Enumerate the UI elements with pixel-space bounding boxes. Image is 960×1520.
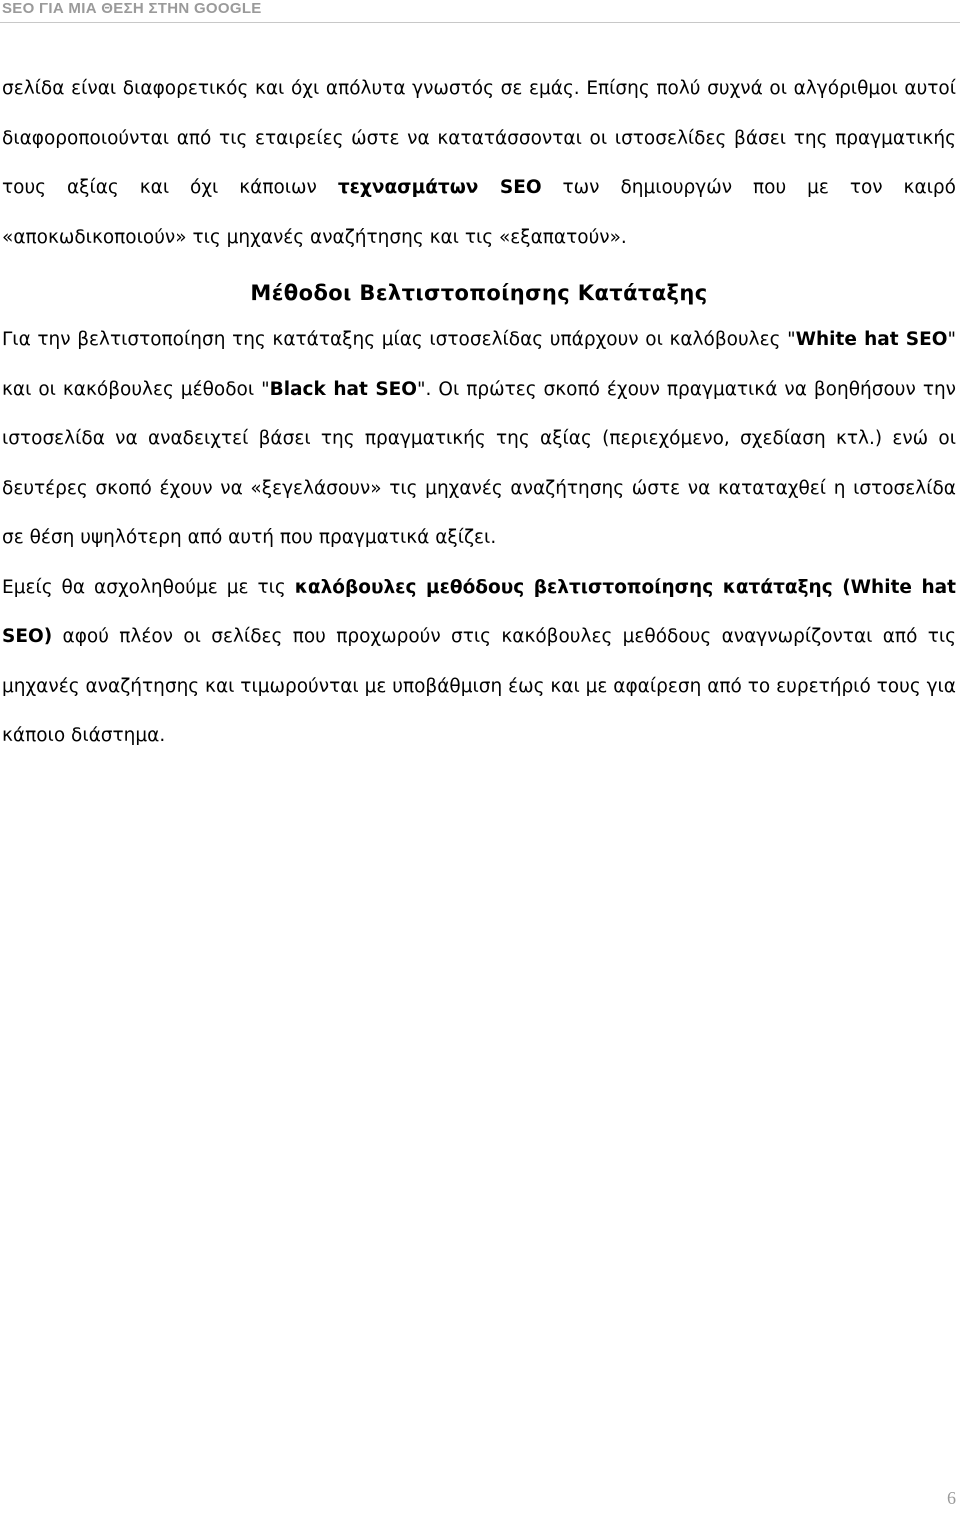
paragraph-text: των δημιουργών που με τον καιρό «αποκωδικοποιούν» τις μηχανές αναζήτησης και τις «εξαπατούν». bbox=[2, 177, 956, 248]
paragraph-text: σελίδα είναι διαφορετικός και όχι απόλυτα γνωστός σε εμάς. Επίσης πολύ συχνά οι αλγόριθμοι αυτοί διαφοροποιούνται από τις εταιρείες ώστε να κατατάσσονται οι ιστοσελίδες βάσει της πραγματικής τους αξίας και όχι κάποιων bbox=[2, 78, 956, 198]
paragraph-algorithms bbox=[2, 64, 956, 262]
bold-term-white-hat-methods: καλόβουλες μεθόδους βελτιστοποίησης κατάταξης (White hat SEO) bbox=[2, 576, 957, 647]
paragraph-text: Για την βελτιστοποίηση της κατάταξης μίας ιστοσελίδας υπάρχουν οι καλόβουλες " bbox=[2, 329, 796, 350]
bold-term-white-hat: White hat SEO bbox=[795, 329, 948, 350]
bold-term-seo-tricks: τεχνασμάτων SEO bbox=[337, 177, 542, 198]
section-heading: Μέθοδοι Βελτιστοποίησης Κατάταξης bbox=[250, 281, 708, 305]
running-header: SEO ΓΙΑ ΜΙΑ ΘΕΣΗ ΣΤΗΝ GOOGLE bbox=[2, 0, 262, 17]
paragraph-text: αφού πλέον οι σελίδες που προχωρούν στις κακόβουλες μεθόδους αναγνωρίζονται από τις μηχανές αναζήτησης και τιμωρούνται με υποβάθμιση έως και με αφαίρεση από το ευρετήριό τους για κάποιο διάστημα. bbox=[2, 626, 956, 746]
paragraph-text: Εμείς θα ασχοληθούμε με τις bbox=[2, 576, 295, 598]
paragraph-methods bbox=[2, 315, 956, 563]
paragraph-text: " και οι κακόβουλες μέθοδοι " bbox=[2, 329, 956, 400]
header-divider bbox=[0, 22, 960, 23]
bold-term-black-hat: Black hat SEO bbox=[269, 378, 418, 400]
page-body bbox=[2, 64, 956, 761]
page-number: 6 bbox=[947, 1488, 956, 1508]
paragraph-our-approach bbox=[2, 563, 956, 761]
paragraph-text: ". Οι πρώτες σκοπό έχουν πραγματικά να βοηθήσουν την ιστοσελίδα να αναδειχτεί βάσει της πραγματικής της αξίας (περιεχόμενο, σχεδίαση κτλ.) ενώ οι δευτέρες σκοπό έχουν να «ξεγελάσουν» τις μηχανές αναζήτησης ώστε να καταταχθεί η ιστοσελίδα σε θέση υψηλότερη από αυτή που πραγματικά αξίζει. bbox=[2, 378, 957, 548]
